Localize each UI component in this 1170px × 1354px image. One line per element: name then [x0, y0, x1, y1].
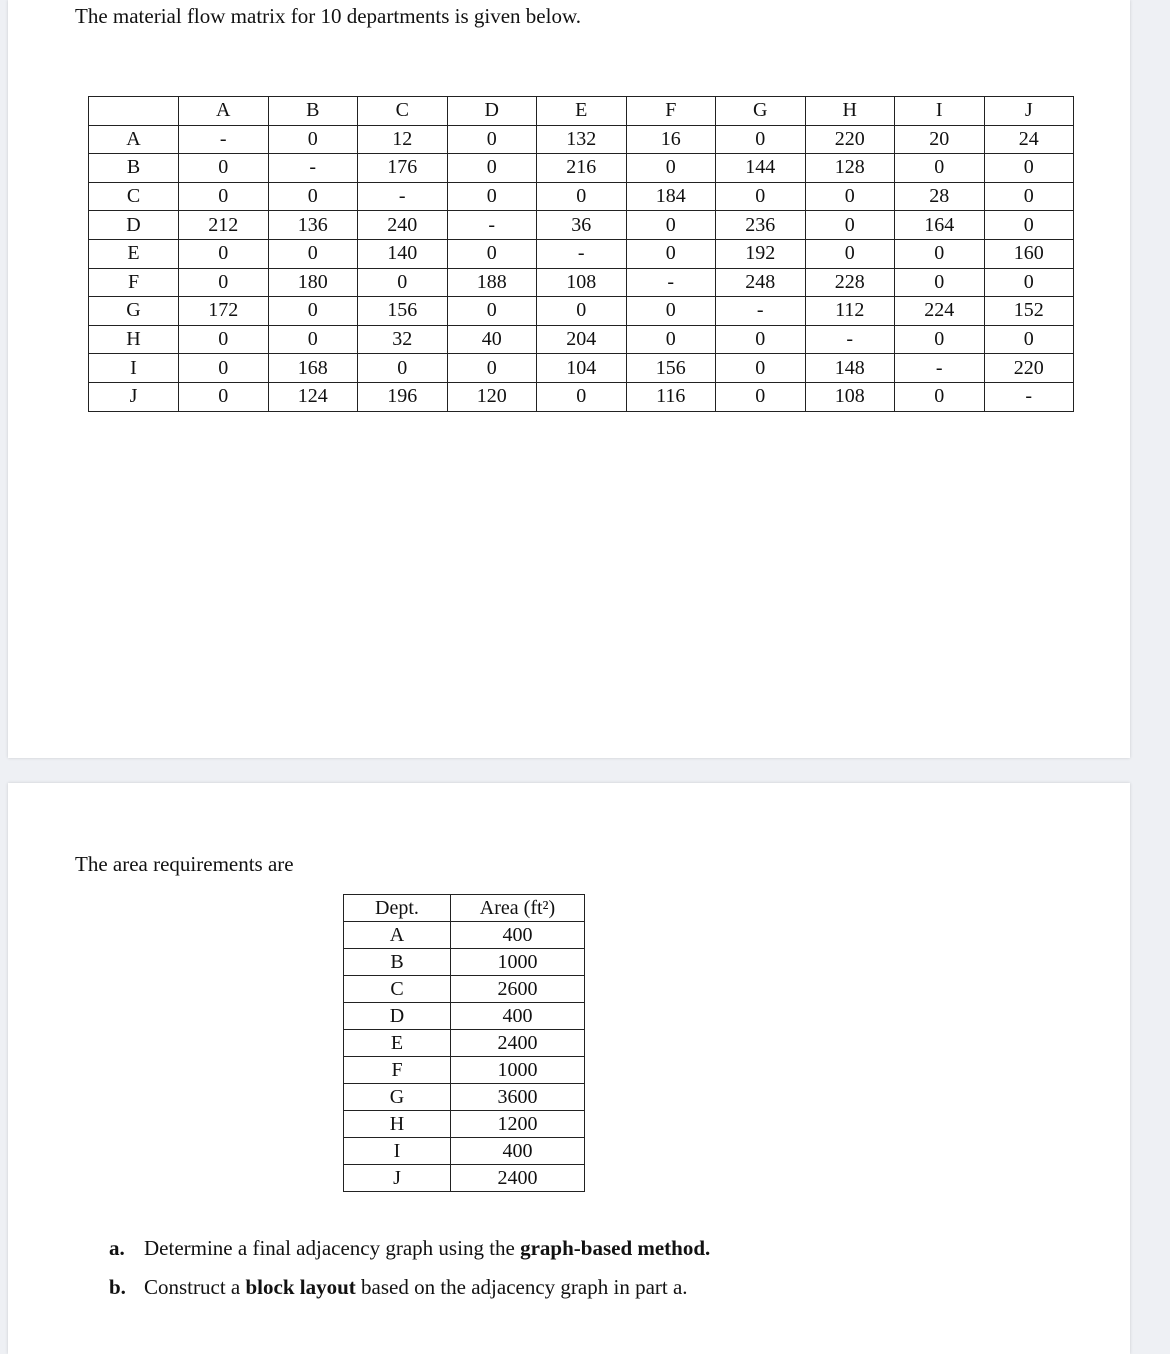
row-header: D — [89, 211, 179, 240]
flow-cell: - — [268, 154, 358, 183]
flow-cell: 0 — [447, 297, 537, 326]
flow-cell: 0 — [984, 182, 1074, 211]
flow-cell: 0 — [179, 154, 269, 183]
area-row — [344, 1057, 585, 1084]
question-label: b. — [109, 1275, 126, 1299]
column-header: J — [984, 97, 1074, 126]
flow-cell: - — [358, 182, 448, 211]
area-cell: 2600 — [451, 976, 585, 1003]
column-header: B — [268, 97, 358, 126]
flow-cell: 108 — [805, 382, 895, 411]
flow-cell: 160 — [984, 239, 1074, 268]
area-cell: 400 — [451, 922, 585, 949]
flow-cell: 0 — [895, 268, 985, 297]
flow-cell: 0 — [358, 268, 448, 297]
row-header: F — [89, 268, 179, 297]
flow-cell: 12 — [358, 125, 448, 154]
area-row — [344, 976, 585, 1003]
flow-matrix-row — [89, 211, 1074, 240]
flow-matrix-header-row — [89, 97, 1074, 126]
flow-cell: - — [626, 268, 716, 297]
flow-cell: 248 — [716, 268, 806, 297]
flow-cell: 180 — [268, 268, 358, 297]
flow-cell: 28 — [895, 182, 985, 211]
flow-cell: 0 — [984, 211, 1074, 240]
flow-cell: 0 — [179, 268, 269, 297]
flow-cell: 0 — [716, 125, 806, 154]
flow-cell: 148 — [805, 354, 895, 383]
flow-matrix-row — [89, 354, 1074, 383]
question-a — [109, 1236, 710, 1261]
document-page-2 — [8, 783, 1130, 1354]
flow-cell: 0 — [895, 325, 985, 354]
flow-cell: 0 — [447, 154, 537, 183]
flow-cell: 0 — [179, 239, 269, 268]
flow-cell: 0 — [179, 354, 269, 383]
area-row — [344, 1165, 585, 1192]
flow-cell: 0 — [805, 182, 895, 211]
column-header: C — [358, 97, 448, 126]
flow-cell: 20 — [895, 125, 985, 154]
flow-cell: 104 — [537, 354, 627, 383]
dept-cell: G — [344, 1084, 451, 1111]
flow-cell: 116 — [626, 382, 716, 411]
area-row — [344, 1111, 585, 1138]
flow-matrix-row — [89, 182, 1074, 211]
area-cell: 2400 — [451, 1030, 585, 1057]
column-header: A — [179, 97, 269, 126]
question-bold-text: graph-based method. — [520, 1236, 711, 1260]
column-header: G — [716, 97, 806, 126]
flow-cell: 224 — [895, 297, 985, 326]
flow-cell: 0 — [895, 154, 985, 183]
flow-cell: - — [179, 125, 269, 154]
flow-cell: 0 — [268, 239, 358, 268]
area-column-header: Area (ft²) — [451, 895, 585, 922]
area-row — [344, 1138, 585, 1165]
flow-cell: 0 — [984, 325, 1074, 354]
flow-cell: 16 — [626, 125, 716, 154]
flow-cell: 192 — [716, 239, 806, 268]
flow-cell: 0 — [268, 297, 358, 326]
flow-matrix-row — [89, 268, 1074, 297]
area-header-row — [344, 895, 585, 922]
flow-cell: 176 — [358, 154, 448, 183]
flow-cell: 0 — [716, 325, 806, 354]
flow-cell: 0 — [179, 382, 269, 411]
flow-cell: 0 — [447, 354, 537, 383]
flow-cell: 0 — [716, 182, 806, 211]
column-header: I — [895, 97, 985, 126]
flow-matrix-corner-cell — [89, 97, 179, 126]
dept-cell: F — [344, 1057, 451, 1084]
flow-cell: 36 — [537, 211, 627, 240]
flow-cell: 128 — [805, 154, 895, 183]
flow-cell: 0 — [268, 125, 358, 154]
area-table-body — [344, 922, 585, 1192]
flow-cell: 156 — [626, 354, 716, 383]
dept-column-header: Dept. — [344, 895, 451, 922]
flow-matrix-row — [89, 154, 1074, 183]
column-header: E — [537, 97, 627, 126]
flow-cell: 112 — [805, 297, 895, 326]
dept-cell: C — [344, 976, 451, 1003]
flow-cell: 0 — [537, 182, 627, 211]
question-label: a. — [109, 1236, 125, 1260]
area-row — [344, 1030, 585, 1057]
flow-cell: 0 — [895, 239, 985, 268]
dept-cell: B — [344, 949, 451, 976]
flow-cell: 0 — [626, 154, 716, 183]
flow-cell: 188 — [447, 268, 537, 297]
dept-cell: D — [344, 1003, 451, 1030]
flow-matrix-row — [89, 297, 1074, 326]
flow-cell: - — [537, 239, 627, 268]
flow-cell: 0 — [268, 182, 358, 211]
area-cell: 3600 — [451, 1084, 585, 1111]
dept-cell: H — [344, 1111, 451, 1138]
flow-cell: 136 — [268, 211, 358, 240]
flow-cell: - — [447, 211, 537, 240]
flow-cell: 0 — [358, 354, 448, 383]
flow-cell: 168 — [268, 354, 358, 383]
flow-cell: 240 — [358, 211, 448, 240]
area-cell: 1000 — [451, 949, 585, 976]
flow-cell: 152 — [984, 297, 1074, 326]
flow-matrix-body — [89, 125, 1074, 411]
question-text-tail: based on the adjacency graph in part a. — [355, 1275, 688, 1299]
flow-cell: 0 — [179, 325, 269, 354]
flow-cell: 0 — [626, 211, 716, 240]
flow-matrix-row — [89, 239, 1074, 268]
flow-cell: - — [984, 382, 1074, 411]
question-bold-text: block layout — [245, 1275, 356, 1299]
flow-cell: 124 — [268, 382, 358, 411]
row-header: I — [89, 354, 179, 383]
row-header: B — [89, 154, 179, 183]
flow-cell: 0 — [805, 239, 895, 268]
flow-cell: 32 — [358, 325, 448, 354]
document-page-1 — [8, 0, 1130, 758]
flow-cell: 164 — [895, 211, 985, 240]
area-row — [344, 1084, 585, 1111]
flow-cell: - — [805, 325, 895, 354]
flow-cell: 220 — [805, 125, 895, 154]
area-cell: 1200 — [451, 1111, 585, 1138]
dept-cell: E — [344, 1030, 451, 1057]
flow-cell: 0 — [626, 239, 716, 268]
flow-cell: 0 — [626, 325, 716, 354]
column-header: H — [805, 97, 895, 126]
flow-cell: 0 — [805, 211, 895, 240]
flow-cell: 0 — [984, 268, 1074, 297]
flow-matrix-row — [89, 325, 1074, 354]
flow-cell: 196 — [358, 382, 448, 411]
flow-cell: 132 — [537, 125, 627, 154]
flow-cell: 140 — [358, 239, 448, 268]
flow-cell: 172 — [179, 297, 269, 326]
flow-cell: 0 — [716, 382, 806, 411]
flow-cell: 228 — [805, 268, 895, 297]
flow-cell: 0 — [447, 239, 537, 268]
area-row — [344, 1003, 585, 1030]
flow-cell: 0 — [179, 182, 269, 211]
area-cell: 2400 — [451, 1165, 585, 1192]
intro-text: The material flow matrix for 10 departments is given below. — [75, 4, 581, 28]
column-header: D — [447, 97, 537, 126]
flow-cell: 24 — [984, 125, 1074, 154]
flow-matrix-table — [88, 96, 1074, 412]
area-intro-text: The area requirements are — [75, 852, 294, 876]
flow-cell: - — [716, 297, 806, 326]
flow-cell: 212 — [179, 211, 269, 240]
dept-cell: I — [344, 1138, 451, 1165]
column-header: F — [626, 97, 716, 126]
area-cell: 400 — [451, 1138, 585, 1165]
flow-cell: 0 — [447, 125, 537, 154]
flow-cell: 220 — [984, 354, 1074, 383]
flow-cell: 0 — [447, 182, 537, 211]
flow-cell: 40 — [447, 325, 537, 354]
flow-cell: 156 — [358, 297, 448, 326]
row-header: J — [89, 382, 179, 411]
flow-cell: 204 — [537, 325, 627, 354]
flow-cell: 144 — [716, 154, 806, 183]
flow-cell: 236 — [716, 211, 806, 240]
area-cell: 1000 — [451, 1057, 585, 1084]
area-row — [344, 922, 585, 949]
dept-cell: J — [344, 1165, 451, 1192]
area-row — [344, 949, 585, 976]
flow-cell: 0 — [895, 382, 985, 411]
row-header: C — [89, 182, 179, 211]
question-text: Determine a final adjacency graph using the — [144, 1236, 521, 1260]
flow-cell: 0 — [537, 297, 627, 326]
flow-cell: - — [895, 354, 985, 383]
row-header: E — [89, 239, 179, 268]
question-b — [109, 1275, 688, 1300]
flow-cell: 0 — [537, 382, 627, 411]
flow-cell: 108 — [537, 268, 627, 297]
row-header: H — [89, 325, 179, 354]
question-text: Construct a — [144, 1275, 246, 1299]
flow-cell: 120 — [447, 382, 537, 411]
flow-cell: 216 — [537, 154, 627, 183]
flow-cell: 0 — [984, 154, 1074, 183]
row-header: G — [89, 297, 179, 326]
flow-cell: 0 — [268, 325, 358, 354]
row-header: A — [89, 125, 179, 154]
flow-matrix-row — [89, 382, 1074, 411]
flow-cell: 0 — [626, 297, 716, 326]
dept-cell: A — [344, 922, 451, 949]
area-requirements-table — [343, 894, 585, 1192]
flow-cell: 184 — [626, 182, 716, 211]
flow-matrix-row — [89, 125, 1074, 154]
area-cell: 400 — [451, 1003, 585, 1030]
flow-cell: 0 — [716, 354, 806, 383]
